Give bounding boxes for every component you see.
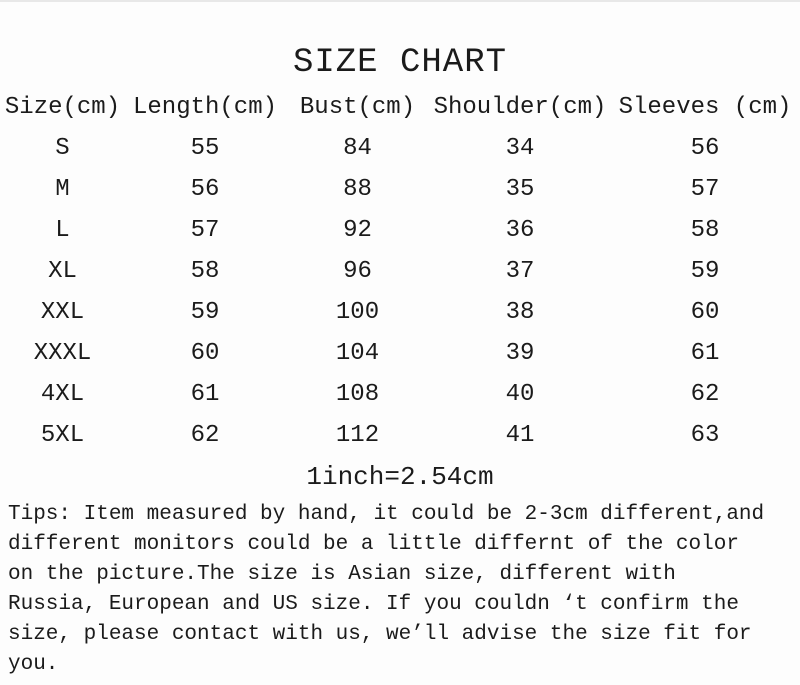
bust-cell: 104: [335, 340, 380, 367]
shoulder-cell: 40: [505, 381, 535, 408]
tips-line: size, please contact with us, we’ll advise the size fit for: [8, 623, 752, 646]
bust-cell: 84: [343, 135, 372, 162]
size-cell: XXL: [40, 299, 85, 326]
table-header-row: [0, 86, 800, 128]
sleeves-cell: 60: [690, 299, 720, 326]
sleeves-cell: 63: [690, 422, 720, 449]
bust-cell: 100: [335, 299, 380, 326]
column-header-length: Length(cm): [132, 93, 278, 121]
size-cell: XXXL: [33, 340, 92, 367]
table-row: [0, 210, 800, 251]
shoulder-cell: 37: [505, 258, 535, 285]
table-row: [0, 333, 800, 374]
bust-cell: 112: [335, 422, 380, 449]
length-cell: 58: [190, 258, 220, 285]
sleeves-cell: 56: [690, 135, 720, 162]
shoulder-cell: 38: [505, 299, 535, 326]
conversion-note: 1inch=2.54cm: [306, 462, 494, 492]
size-cell: 4XL: [40, 381, 85, 408]
table-row: [0, 374, 800, 415]
table-row: [0, 292, 800, 333]
shoulder-cell: 34: [505, 135, 535, 162]
shoulder-cell: 35: [505, 176, 535, 203]
sleeves-cell: 58: [690, 217, 720, 244]
tips-line: Tips: Item measured by hand, it could be 2-3cm different,and: [8, 503, 765, 526]
tips-paragraph: [0, 494, 800, 680]
length-cell: 62: [190, 422, 220, 449]
length-cell: 57: [190, 217, 220, 244]
column-header-bust: Bust(cm): [299, 93, 416, 121]
sleeves-cell: 57: [690, 176, 720, 203]
shoulder-cell: 36: [505, 217, 535, 244]
column-header-size: Size(cm): [4, 93, 121, 121]
size-cell: L: [55, 217, 70, 244]
table-row: [0, 169, 800, 210]
tips-line: different monitors could be a little differnt of the color: [8, 533, 739, 556]
sleeves-cell: 61: [690, 340, 720, 367]
table-row: [0, 251, 800, 292]
column-header-shoulder: Shoulder(cm): [433, 93, 607, 121]
sleeves-cell: 59: [690, 258, 720, 285]
tips-line: you.: [8, 653, 59, 676]
length-cell: 61: [190, 381, 220, 408]
size-cell: S: [55, 135, 70, 162]
shoulder-cell: 39: [505, 340, 535, 367]
bust-cell: 96: [343, 258, 372, 285]
size-cell: M: [55, 176, 70, 203]
size-cell: XL: [48, 258, 77, 285]
table-row: [0, 415, 800, 456]
length-cell: 60: [190, 340, 220, 367]
bust-cell: 88: [343, 176, 372, 203]
size-table: [0, 86, 800, 456]
length-cell: 55: [190, 135, 220, 162]
shoulder-cell: 41: [505, 422, 535, 449]
length-cell: 56: [190, 176, 220, 203]
sleeves-cell: 62: [690, 381, 720, 408]
table-row: [0, 128, 800, 169]
tips-line: Russia, European and US size. If you couldn ‘t confirm the: [8, 593, 739, 616]
page-title: SIZE CHART: [292, 44, 508, 82]
size-cell: 5XL: [40, 422, 85, 449]
length-cell: 59: [190, 299, 220, 326]
tips-line: on the picture.The size is Asian size, different with: [8, 563, 676, 586]
bust-cell: 108: [335, 381, 380, 408]
bust-cell: 92: [343, 217, 372, 244]
column-header-sleeves: Sleeves (cm): [618, 93, 792, 121]
